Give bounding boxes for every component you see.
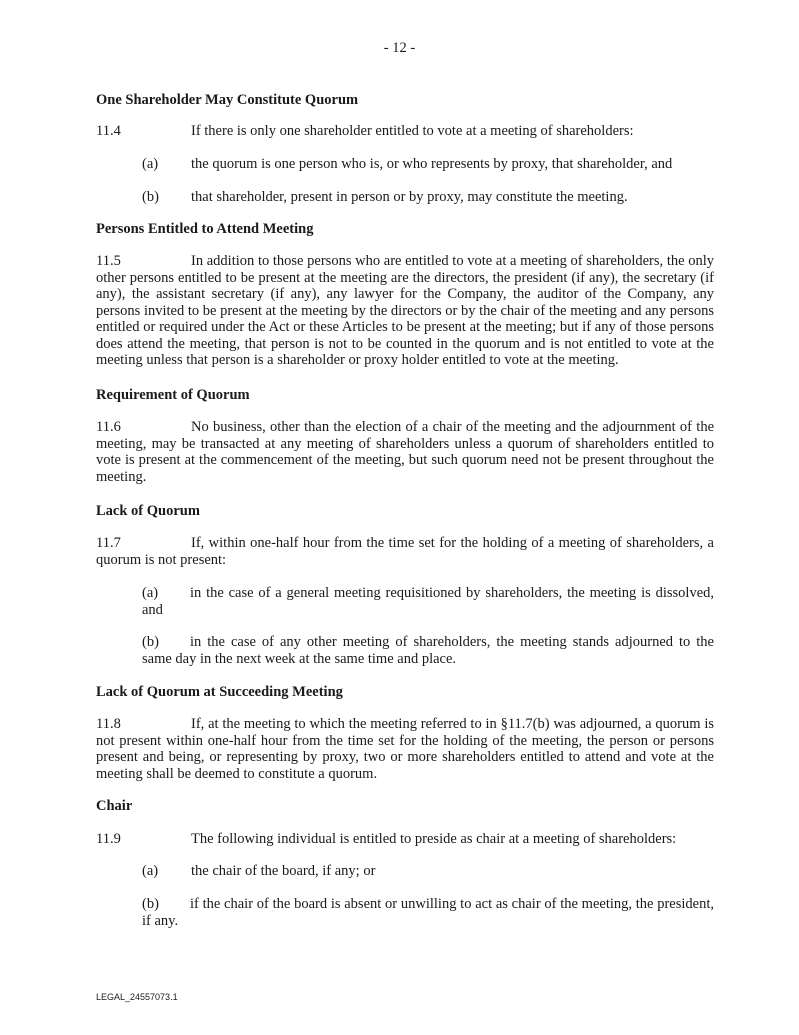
section-text-11-5: In addition to those persons who are entitled to vote at a meeting of shareholders, the only other persons entitled to be present at the meeting are the directors, the president (if any), the secretary (if any), the assistant secretary (if any), any lawyer for the Company, the auditor of the Company, any persons invited to be present at the meeting by the directors or by the chair of the meeting and any persons entitled or required under the Act or these Articles to be present at the meeting; but if any of those persons does attend the meeting, that person is not to be counted in the quorum and is not entitled to vote at the meeting unless that person is a shareholder or proxy holder entitled to vote at the meeting. xyxy=(96,253,714,368)
clause-11-7-a xyxy=(142,585,714,618)
section-number-11-9: 11.9 xyxy=(96,831,121,847)
clause-label-11-9-a: (a) xyxy=(142,863,159,879)
clause-text-11-4-b: that shareholder, present in person or by proxy, may constitute the meeting. xyxy=(191,189,628,205)
heading-11-5: Persons Entitled to Attend Meeting xyxy=(96,221,314,237)
section-text-11-8: If, at the meeting to which the meeting referred to in §11.7(b) was adjourned, a quorum is not present within one-half hour from the time set for the holding of the meeting, the person or persons present and being, or representing by proxy, two or more shareholders entitled to attend and vote at the meeting shall be deemed to constitute a quorum. xyxy=(96,716,714,782)
section-number-11-4: 11.4 xyxy=(96,123,121,139)
heading-11-7: Lack of Quorum xyxy=(96,503,200,519)
paragraph-11-7 xyxy=(96,535,714,568)
page-number: - 12 - xyxy=(383,40,416,56)
section-number-11-8: 11.8 xyxy=(96,716,121,732)
clause-text-11-4-a: the quorum is one person who is, or who represents by proxy, that shareholder, and xyxy=(191,156,673,172)
section-number-11-6: 11.6 xyxy=(96,419,121,435)
section-number-11-5: 11.5 xyxy=(96,253,121,269)
clause-label-11-9-b: (b) xyxy=(142,896,159,912)
clause-text-11-9-a: the chair of the board, if any; or xyxy=(191,863,376,879)
heading-11-8: Lack of Quorum at Succeeding Meeting xyxy=(96,684,343,700)
section-text-11-9: The following individual is entitled to preside as chair at a meeting of shareholders: xyxy=(191,831,677,847)
section-text-11-4: If there is only one shareholder entitled to vote at a meeting of shareholders: xyxy=(191,123,634,139)
paragraph-11-8 xyxy=(96,716,714,782)
clause-text-11-7-b: in the case of any other meeting of shareholders, the meeting stands adjourned to the same day in the next week at the same time and place. xyxy=(142,634,714,667)
clause-text-11-7-a: in the case of a general meeting requisitioned by shareholders, the meeting is dissolved, and xyxy=(142,585,714,618)
document-footer-id: LEGAL_24557073.1 xyxy=(96,992,178,1002)
heading-11-6: Requirement of Quorum xyxy=(96,387,250,403)
section-number-11-7: 11.7 xyxy=(96,535,121,551)
clause-text-11-9-b: if the chair of the board is absent or unwilling to act as chair of the meeting, the president, if any. xyxy=(142,896,714,929)
section-text-11-7: If, within one-half hour from the time set for the holding of a meeting of shareholders, a quorum is not present: xyxy=(96,535,714,568)
clause-11-9-b xyxy=(142,896,714,929)
heading-11-4: One Shareholder May Constitute Quorum xyxy=(96,92,359,108)
clause-label-11-7-b: (b) xyxy=(142,634,159,650)
section-text-11-6: No business, other than the election of a chair of the meeting and the adjournment of the meeting, may be transacted at any meeting of shareholders unless a quorum of shareholders entitled to vote is present at the commencement of the meeting, but such quorum need not be present throughout the meeting. xyxy=(96,419,714,485)
paragraph-11-6 xyxy=(96,419,714,485)
paragraph-11-5 xyxy=(96,253,714,369)
clause-11-7-b xyxy=(142,634,714,667)
heading-11-9: Chair xyxy=(96,798,133,814)
clause-label-11-4-b: (b) xyxy=(142,189,159,205)
clause-label-11-7-a: (a) xyxy=(142,585,159,601)
clause-label-11-4-a: (a) xyxy=(142,156,159,172)
